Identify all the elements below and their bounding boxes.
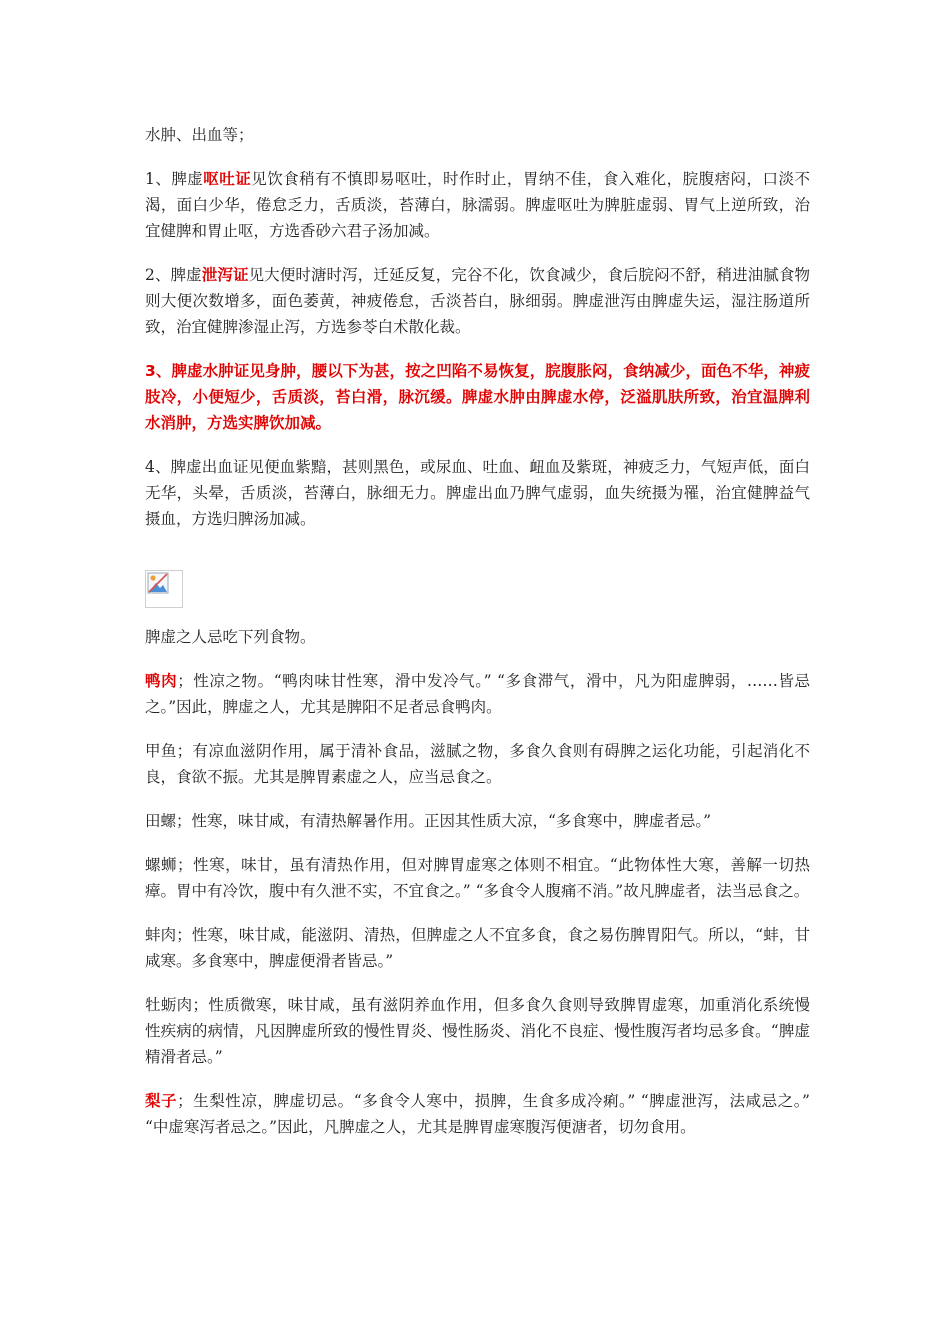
paragraph-vomiting (145, 166, 810, 244)
paragraph-text: ；生梨性凉，脾虚切忌。“多食令人寒中，损脾，生食多成冷痢。” “脾虚泄泻，法咸忌之。” “中虚寒泻者忌之。”因此，凡脾虚之人，尤其是脾胃虚寒腹泻便溏者，切勿食用。 (145, 1092, 810, 1136)
food-duck (145, 668, 810, 720)
broken-image-icon (145, 570, 183, 608)
highlight-term: 泄泻证 (201, 266, 249, 284)
image-placeholder-icon (147, 572, 169, 594)
paragraph-number: 1、脾虚 (145, 170, 204, 188)
food-clam: 蚌肉；性寒，味甘咸，能滋阴、清热，但脾虚之人不宜多食，食之易伤脾胃阳气。所以，“蚌，甘咸寒。多食寒中，脾虚便滑者皆忌。” (145, 926, 810, 970)
foods-intro: 脾虚之人忌吃下列食物。 (145, 628, 316, 646)
paragraph-diarrhea (145, 262, 810, 340)
paragraph-text: ；性凉之物。“鸭肉味甘性寒，滑中发冷气。” “多食滞气，滑中，凡为阳虚脾弱，……皆忌之。”因此，脾虚之人，尤其是脾阳不足者忌食鸭肉。 (145, 672, 810, 716)
intro-line: 水肿、出血等； (145, 126, 254, 144)
paragraph-text: 见大便时溏时泻，迁延反复，完谷不化，饮食减少，食后脘闷不舒，稍进油腻食物则大便次数增多，面色萎黄，神疲倦怠，舌淡苔白，脉细弱。脾虚泄泻由脾虚失运，湿注肠道所致，治宜健脾渗湿止泻，方选参苓白术散化裁。 (145, 266, 810, 336)
paragraph-number: 2、脾虚 (145, 266, 202, 284)
paragraph-text: 见饮食稍有不慎即易呕吐，时作时止，胃纳不佳，食入难化，脘腹痞闷，口淡不渴，面白少华，倦怠乏力，舌质淡，苔薄白，脉濡弱。脾虚呕吐为脾脏虚弱、胃气上逆所致，治宜健脾和胃止呕，方选香砂六君子汤加减。 (145, 170, 810, 240)
food-turtle: 甲鱼；有凉血滋阴作用，属于清补食品，滋腻之物，多食久食则有碍脾之运化功能，引起消化不良，食欲不振。尤其是脾胃素虚之人，应当忌食之。 (145, 742, 810, 786)
food-river-snail: 螺蛳；性寒，味甘，虽有清热作用，但对脾胃虚寒之体则不相宜。“此物体性大寒，善解一切热瘴。胃中有冷饮，腹中有久泄不实，不宜食之。” “多食令人腹痛不消。”故凡脾虚者，法当忌食之。 (145, 856, 810, 900)
paragraph-bleeding: 4、脾虚出血证见便血紫黯，甚则黑色，或尿血、吐血、衄血及紫斑，神疲乏力，气短声低，面白无华，头晕，舌质淡，苔薄白，脉细无力。脾虚出血乃脾气虚弱，血失统摄为罹，治宜健脾益气摄血，方选归脾汤加减。 (145, 458, 810, 528)
document-body (145, 122, 810, 1158)
highlight-term: 鸭肉 (145, 672, 178, 690)
paragraph-edema: 3、脾虚水肿证见身肿，腰以下为甚，按之凹陷不易恢复，脘腹胀闷，食纳减少，面色不华，神疲肢冷，小便短少，舌质淡，苔白滑，脉沉缓。脾虚水肿由脾虚水停，泛溢肌肤所致，治宜温脾利水消肿，方选实脾饮加减。 (145, 362, 810, 432)
highlight-term: 呕吐证 (203, 170, 252, 188)
food-field-snail: 田螺；性寒，味甘咸，有清热解暑作用。正因其性质大凉，“多食寒中，脾虚者忌。” (145, 812, 712, 830)
food-oyster: 牡蛎肉；性质微寒，味甘咸，虽有滋阴养血作用，但多食久食则导致脾胃虚寒，加重消化系统慢性疾病的病情，凡因脾虚所致的慢性胃炎、慢性肠炎、消化不良症、慢性腹泻者均忌多食。“脾虚精滑者忌。” (145, 996, 810, 1066)
highlight-term: 梨子 (145, 1092, 178, 1110)
food-pear (145, 1088, 810, 1140)
